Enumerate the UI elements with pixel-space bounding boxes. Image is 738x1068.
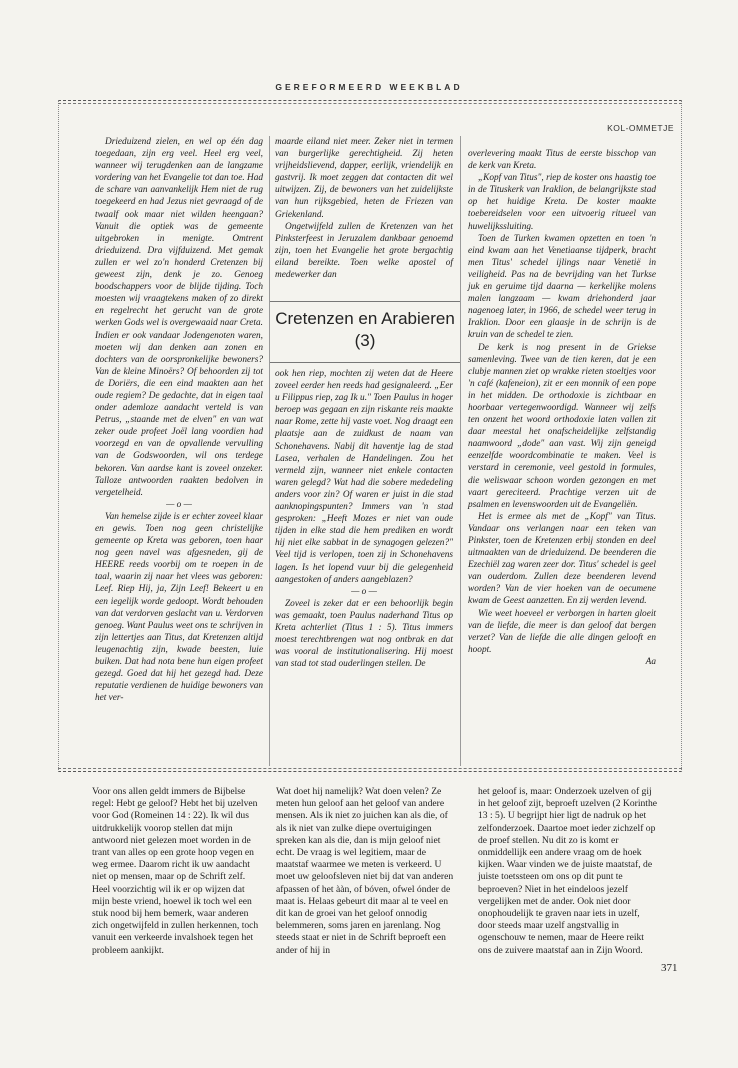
paragraph: Wat doet hij namelijk? Wat doen velen? Ze meten hun geloof aan het geloof van andere mensen. Als ik niet zo juichen kan als die, of als ik niet van zulke diepe overtuigingen spreken kan als die, dan is mijn geloof niet echt. De vraag is wel legitiem, maar de maatstaf waarmee we meten is verkeerd. U moet uw geloofsleven niet bij dat van anderen afpassen of het ààn, of bóven, ofwel ónder de maat is. Helaas gebeurt dit maar al te veel en dit kan de groei van het geloof onnodig belemmeren, soms jaren en jarenlang. Nog steeds staat er niet in de Schrift beproeft een ander of hij in <box>276 786 454 956</box>
bottom-column-3 <box>478 786 658 957</box>
title-line-2: (3) <box>354 331 376 350</box>
paragraph: Toen de Turken kwamen opzetten en toen 'n eind kwam aan het Venetiaanse tijdperk, bracht men Titus' schedel ijlings naar Venetië in veiligheid. Pas na de bevrijding van het Turkse juk en geruime tijd daarna — kerkelijke molens malen langzaam — kwam driehonderd jaar nagenoeg later, in 1966, de schedel weer terug in Iraklion. Door een glaasje in de schrijn is de kruin van de schedel te zien. <box>468 233 656 341</box>
paragraph: Drieduizend zielen, en wel op één dag toegedaan, zijn erg veel. Heel erg veel, wanneer wij terugdenken aan de langzame vordering van het Evangelie tot dan toe. Had de schare van aanvankelijk Hem niet de rug toegekeerd en had Jezus niet gevraagd of de twaalf ook maar niet wilden heengaan? Vanuit die optiek was de gemeente uitgebroken in menigte. Omtrent drieduizend. Dra vijfduizend. Met gemak zullen er wel zo'n honderd Cretenzen bij geweest zijn, denk je zo. Genoeg boodschappers voor de blijde tijding. Toch moesten wij vraagtekens maken of zo direkt en regelrecht het gerucht van de grote werken Gods wel is overgewaaid naar Creta. Indien er ook vandaar Jodengenoten waren, moeten wij dan denken aan zonen en dochters van de oorspronkelijke bewoners? Van de kleine Minoërs? Of behoorden zij tot de Doriërs, die een eind maakten aan het oude regiem? De gedachte, dat in eigen taal onder ademloze aandacht verteld is van Petrus, „staande met de elven" en van wat zeker oude profeet Joël lang voordien had voorzegd en van de opvallende vervulling van de Godswoorden, wil ons terdege bekoren. Van aardse kant is zoveel onzeker. Talloze antwoorden raakten bedolven in vergetelheid. <box>95 137 263 498</box>
paragraph: De kerk is nog present in de Griekse samenleving. Twee van de tien keren, dat je een clubje mannen ziet op wrakke rieten stoeltjes voor 'n café (kafeneion), zit er een monnik of een pope in het midden. De orthodoxie is zichtbaar en hoorbaar vertegenwoordigd. Wanneer wij zelfs ten onzent het woord orthodoxie laten vallen zit daar meestal het onafscheidelijke zelfstandig naamwoord „dode" aan vast. Wij zijn geneigd eenzelfde woordcombinatie te maken. Veel is verstard in ceremonie, veel gestold in formules, die weliswaar schoon worden gezongen en met vaart gereciteerd. Prachtige verzen uit de psalmen en levenswoorden uit de Evangeliën. <box>468 342 656 510</box>
frame-top-rule <box>58 103 682 104</box>
article-column-2-bottom <box>275 368 453 670</box>
bottom-column-2 <box>276 786 456 957</box>
separator: — o — <box>166 499 192 510</box>
paragraph: overlevering maakt Titus de eerste bisschop van de kerk van Kreta. <box>468 149 656 172</box>
paragraph: ook hen riep, mochten zij weten dat de Heere zoveel eerder hen reeds had gesignaleerd. „Eer u Filippus riep, zag Ik u." Toen Paulus in hoger beroep was gegaan en zijn riskante reis maakte naar Rome, zette hij vaste voet. Nog draagt een plaatsje aan de zuidkust de naam van Schonehavens. Nabij dit haventje lag de stad Lasea, verhalen de Handelingen. Zou het vermeld zijn, wanneer niet enkele contacten waren gelegd? Wat had die sobere mededeling anders voor zin? Of waren er juist in die stad aanknopingspunten? Immers van 'n stad gesproken: „Heeft Mozes er niet van oude tijden in elke stad die hem prediken en wordt hij niet elke sabbat in de synagogen gelezen?" Veel tijd is verlopen, toen zij in Schonehavens lagen. Is het lopend vuur bij die gelegenheid aangestoken of anders aangeblazen? <box>275 369 453 585</box>
paragraph: Ongetwijfeld zullen de Kretenzen van het Pinksterfeest in Jeruzalem dankbaar genoemd zijn, toen het Evangelie het grote bergachtig eiland bereikte. Toen welke apostel of medewerker dan <box>275 221 453 281</box>
paragraph: Het is ermee als met de „Kopf" van Titus. Vandaar ons verlangen naar een teken van Pinkster, toen de Kretenzen erbij stonden en deel uitmaakten van de drieduizend. De beenderen die Ezechiël zag waren zeer dor. Titus' schedel is geel van ouderdom. Zullen deze beenderen levend worden? Van de vier hoeken van de oecumene kwam de Geest aanzetten. En zij werden levend. <box>468 511 656 607</box>
column-rule <box>460 136 461 766</box>
separator: — o — <box>351 586 377 597</box>
title-line-1: Cretenzen en Arabieren <box>275 309 455 328</box>
paragraph: het geloof is, maar: Onderzoek uzelven of gij in het geloof zijt, beproeft uzelven (2 Korinthe 13 : 5). U begrijpt hier ligt de nadruk op het zelfonderzoek. Daartoe moet ieder zichzelf op de proef stellen. Nu dit zo is komt er onmiddellijk een andere vraag om de hoek kijken. Waar vinden we de juiste maatstaf, de juiste toetssteen om ons op dit punt te beproeven? Niet in het eindeloos jezelf vergelijken met de ander. Ook niet door onophoudelijk te graven naar iets in uzelf, door steeds maar uzelf angstvallig in ogenschouw te nemen, maar de Heere reikt ons de zuivere maatstaf aan in Zijn Woord. <box>478 786 658 956</box>
article-column-1 <box>95 136 263 704</box>
column-label: KOL-OMMETJE <box>607 123 674 133</box>
article-column-3 <box>468 148 656 668</box>
signature: Aa <box>645 656 656 667</box>
article-title <box>268 308 462 352</box>
heading-rule-top <box>270 301 460 302</box>
paragraph: Voor ons allen geldt immers de Bijbelse regel: Hebt ge geloof? Hebt het bij uzelven voor God (Romeinen 14 : 22). Ik wil dus uitdrukkelijk voorop stellen dat mijn antwoord niet gelezen moet worden in de trant van alles op een grote hoop vegen en weg ermee. Daarom richt ik uw aandacht niet op mensen, maar op de Schrift zelf. Heel voorzichtig wil ik er op wijzen dat mijn beste vriend, hoewel ik toch wel een stuk nood bij hem bemerk, waar anderen zich ongetwijfeld in zullen herkennen, toch vanuit een verkeerde invalshoek tegen het probleem aankijkt. <box>92 786 259 956</box>
article-column-2-top <box>275 136 453 281</box>
masthead: GEREFORMEERD WEEKBLAD <box>275 82 463 92</box>
paragraph: maarde eiland niet meer. Zeker niet in termen van burgerlijke gerechtigheid. Zij heten vrijheidslievend, dapper, eerlijk, vriendelijk en gastvrij. Ik moet zeggen dat contacten dit wel uitwijzen. Zij, de bewoners van het zuidelijkste van hun rijksgebied, heten de Friezen van Griekenland. <box>275 137 453 220</box>
heading-rule-bottom <box>270 362 460 363</box>
paragraph: Wie weet hoeveel er verborgen in harten gloeit van de liefde, die meer is dan geloof dat bergen verzet? Van de liefde die alle dingen gelooft en hoopt. <box>468 608 656 655</box>
column-rule <box>269 136 270 766</box>
bottom-column-1 <box>92 786 260 957</box>
paragraph: Van hemelse zijde is er echter zoveel klaar en gewis. Toen nog geen christelijke gemeente op Kreta was geboren, toen haar nog geen navel was afgesneden, gij de HEERE reeds voorbij om te roepen in de taal, waarin zij naar het vlees was geboren: Leef. Riep Hij, ja, Zijn Leef! Bekeert u en een iegelijk worde gedoopt. Wordt behouden van dat verdorven geslacht van u. Verdorven genoeg. Want Paulus weet ons te schrijven in zijn lettertjes aan Titus, dat Kretenzen altijd leugenachtig zijn, kwade beesten, luie buiken. Dat had nota bene hun eigen profeet gezegd. Goed dat hij het gezegd had. Deze reputatie verdienen de huidige bewoners van het ver- <box>95 511 264 704</box>
paragraph: „Kopf van Titus", riep de koster ons haastig toe in de Tituskerk van Iraklion, de belangrijkste stad op het huidige Kreta. De koster maakte toebereidselen voor een uitvoerig ritueel van huwelijkssluiting. <box>468 173 656 232</box>
paragraph: Zoveel is zeker dat er een behoorlijk begin was gemaakt, toen Paulus naderhand Titus op Kreta achterliet (Titus 1 : 5). Titus immers moest terechtbrengen wat nog ontbrak en dat was vooral de institutionalisering. Hij moest van stad tot stad ouderlingen stellen. De <box>275 598 453 670</box>
frame-bottom-rule <box>58 768 682 769</box>
page-number: 371 <box>661 962 678 974</box>
